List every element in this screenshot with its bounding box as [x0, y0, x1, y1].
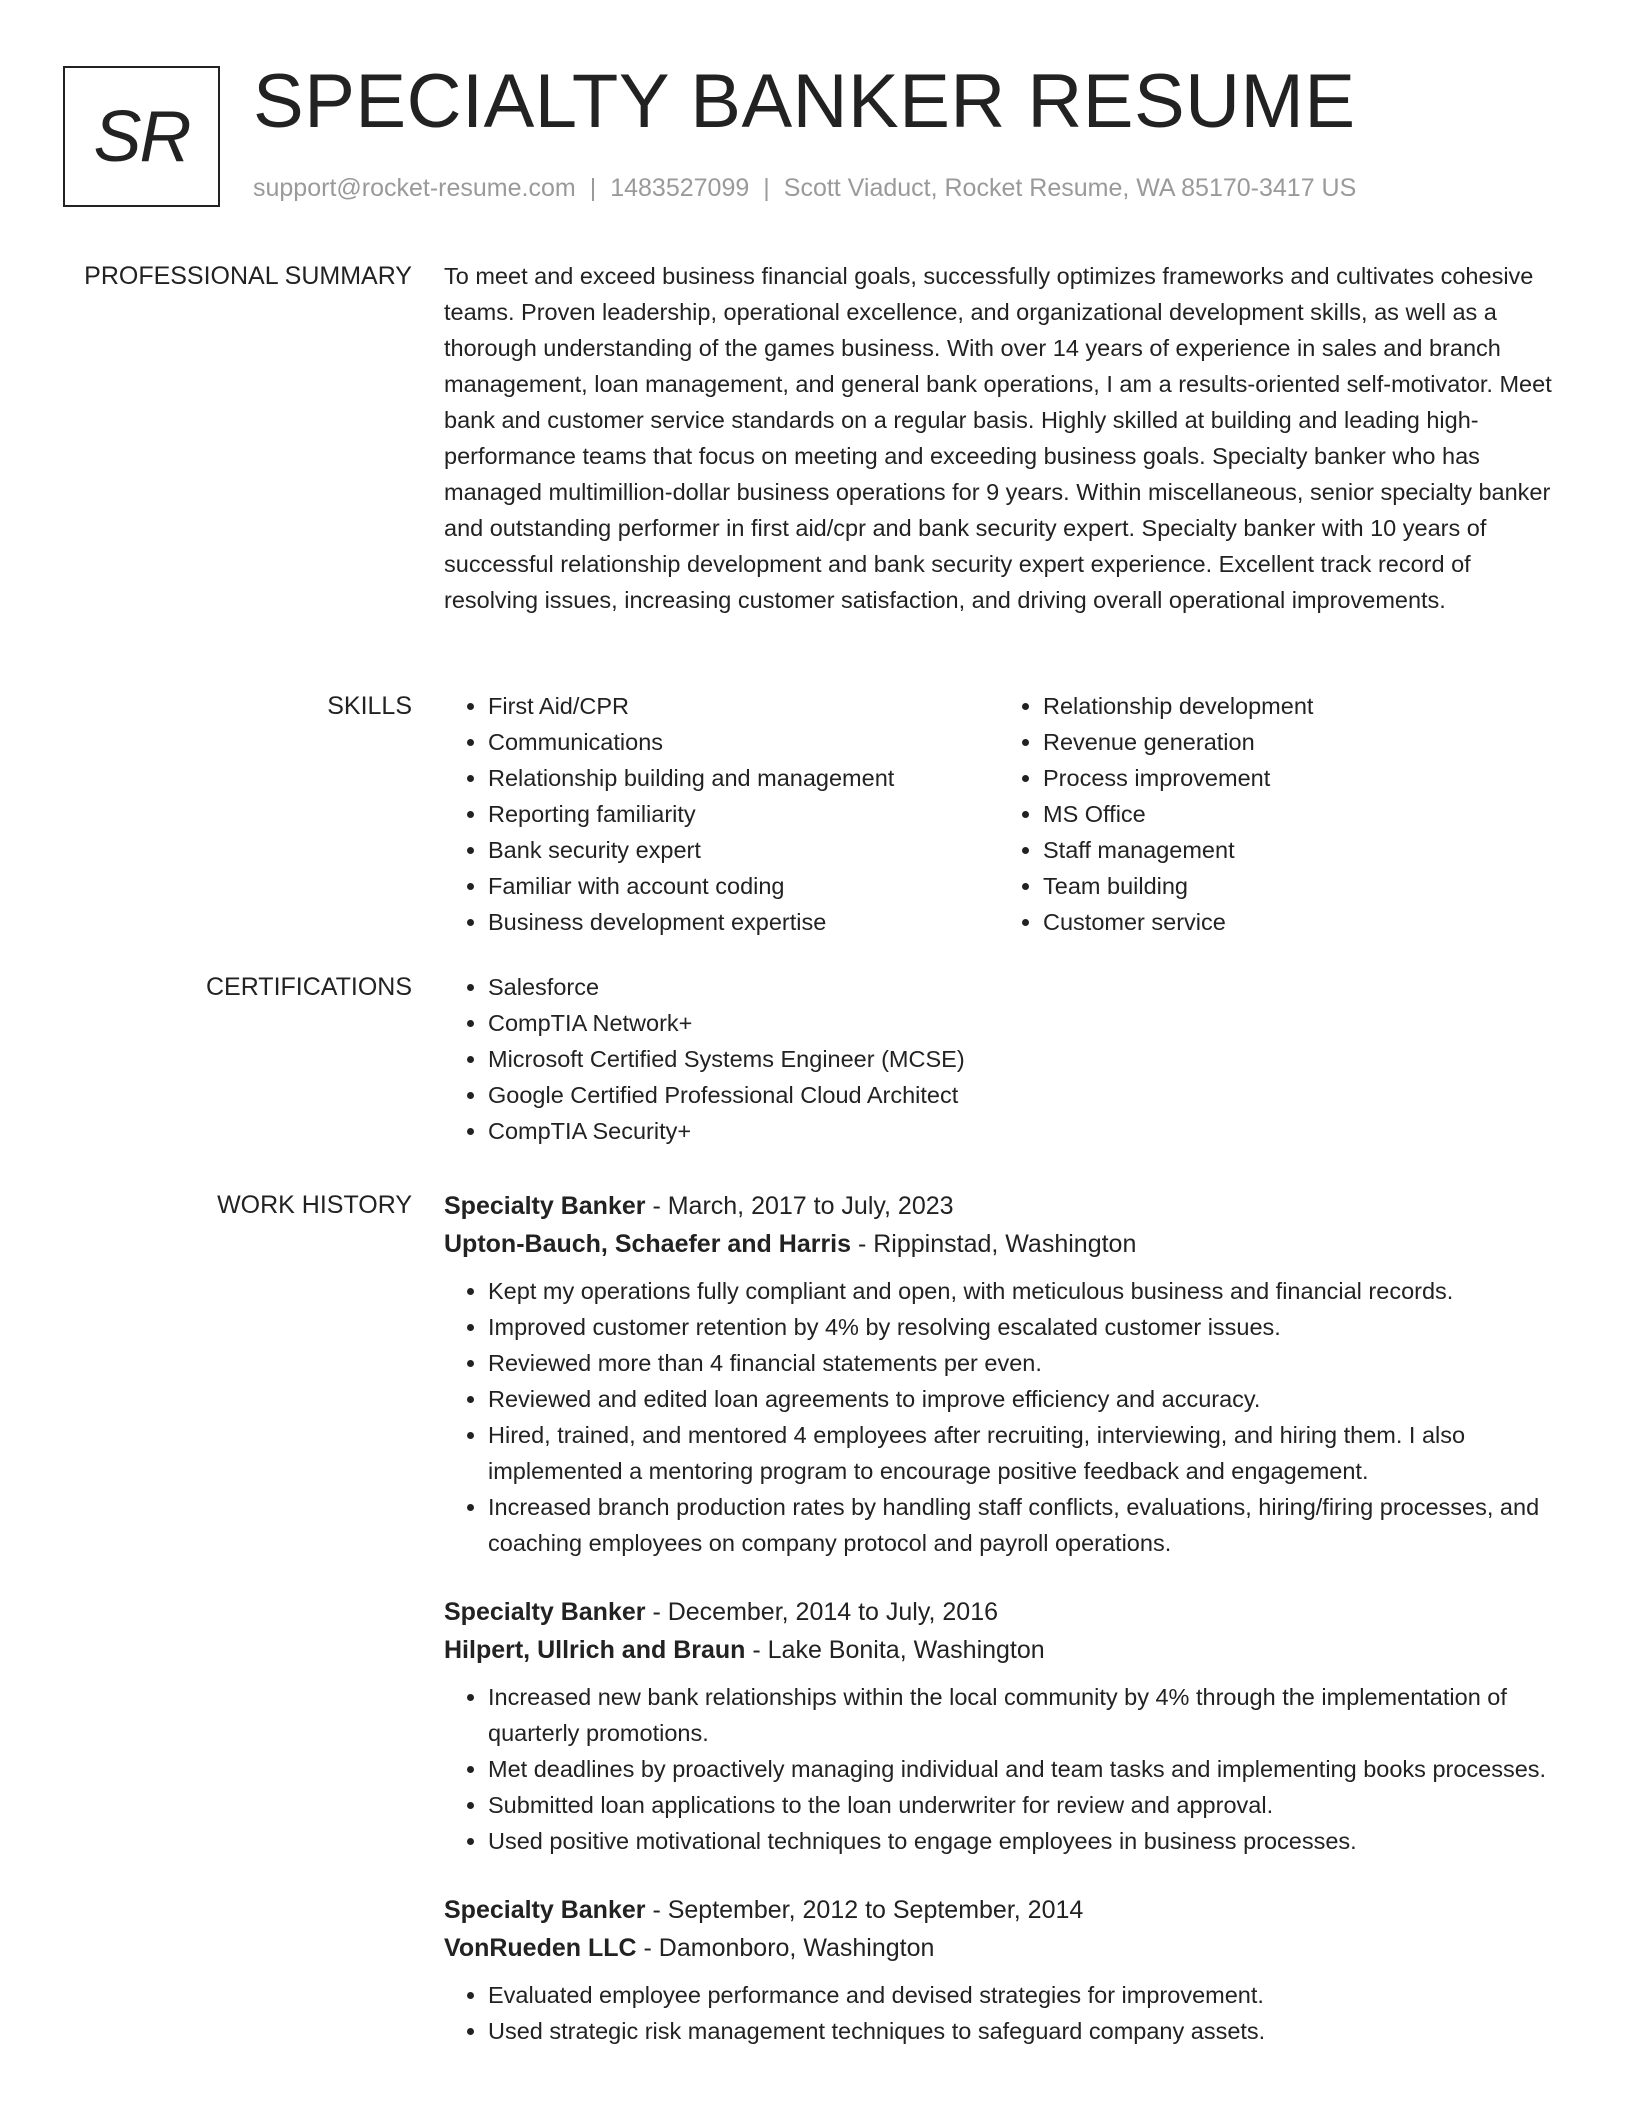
list-item: • CompTIA Network+ — [488, 1005, 1554, 1041]
skills-label: SKILLS — [327, 692, 412, 720]
job-dates: - September, 2012 to September, 2014 — [645, 1896, 1084, 1924]
job-location: - Rippinstad, Washington — [851, 1230, 1137, 1258]
job-company: Upton-Bauch, Schaefer and Harris — [444, 1230, 852, 1258]
list-item: • MS Office — [1043, 796, 1554, 832]
job-company: Hilpert, Ullrich and Braun — [444, 1636, 746, 1664]
job-title: Specialty Banker — [444, 1598, 646, 1626]
list-item: • Increased branch production rates by handling staff conflicts, evaluations, hiring/firing processes, and coaching employees on company protocol and payroll operations. — [488, 1489, 1554, 1561]
list-item: • Used strategic risk management techniques to safeguard company assets. — [488, 2013, 1554, 2049]
certifications-list — [444, 969, 1554, 1149]
list-item: • Team building — [1043, 868, 1554, 904]
contact-address: Scott Viaduct, Rocket Resume, WA 85170-3417 US — [783, 174, 1357, 202]
job-entry — [444, 1891, 1554, 2049]
list-item: • Increased new bank relationships within the local community by 4% through the implementation of quarterly promotions. — [488, 1679, 1554, 1751]
list-item: • Submitted loan applications to the loan underwriter for review and approval. — [488, 1787, 1554, 1823]
job-entry — [444, 1593, 1554, 1859]
list-item: • Familiar with account coding — [488, 868, 999, 904]
skills-list-left — [444, 688, 999, 940]
list-item: • Reporting familiarity — [488, 796, 999, 832]
list-item: • Relationship development — [1043, 688, 1554, 724]
job-bullets — [444, 1977, 1554, 2049]
list-item: • Reviewed more than 4 financial statements per even. — [488, 1345, 1554, 1381]
job-bullets — [444, 1679, 1554, 1859]
list-item: • Relationship building and management — [488, 760, 999, 796]
list-item: • Bank security expert — [488, 832, 999, 868]
job-title: Specialty Banker — [444, 1192, 646, 1220]
work-history-label: WORK HISTORY — [217, 1191, 412, 1219]
list-item: • Revenue generation — [1043, 724, 1554, 760]
list-item: • Evaluated employee performance and devised strategies for improvement. — [488, 1977, 1554, 2013]
monogram: SR — [63, 66, 220, 207]
page-title: SPECIALTY BANKER RESUME — [253, 59, 1356, 144]
job-company: VonRueden LLC — [444, 1934, 637, 1962]
list-item: • Staff management — [1043, 832, 1554, 868]
list-item: • CompTIA Security+ — [488, 1113, 1554, 1149]
job-title: Specialty Banker — [444, 1896, 646, 1924]
job-entry — [444, 1187, 1554, 1561]
list-item: • Salesforce — [488, 969, 1554, 1005]
summary-text: To meet and exceed business financial goals, successfully optimizes frameworks and cultivates cohesive teams. Proven leadership, operational excellence, and organizational development skills, as well as a thorough understanding of the games business. With over 14 years of experience in sales and branch management, loan management, and general bank operations, I am a results-oriented self-motivator. Meet bank and customer service standards on a regular basis. Highly skilled at building and leading high-performance teams that focus on meeting and exceeding business goals. Specialty banker who has managed multimillion-dollar business operations for 9 years. Within miscellaneous, senior specialty banker and outstanding performer in first aid/cpr and bank security expert. Specialty banker with 10 years of successful relationship development and bank security expert experience. Excellent track record of resolving issues, increasing customer satisfaction, and driving overall operational improvements. — [444, 263, 1552, 613]
list-item: • Process improvement — [1043, 760, 1554, 796]
summary-label: PROFESSIONAL SUMMARY — [84, 262, 412, 290]
list-item: • Microsoft Certified Systems Engineer (MCSE) — [488, 1041, 1554, 1077]
contact-phone: 1483527099 — [610, 174, 750, 202]
list-item: • First Aid/CPR — [488, 688, 999, 724]
list-item: • Business development expertise — [488, 904, 999, 940]
job-location: - Damonboro, Washington — [636, 1934, 935, 1962]
list-item: • Met deadlines by proactively managing individual and team tasks and implementing books processes. — [488, 1751, 1554, 1787]
list-item: • Used positive motivational techniques to engage employees in business processes. — [488, 1823, 1554, 1859]
job-dates: - December, 2014 to July, 2016 — [645, 1598, 999, 1626]
skills-list-right — [999, 688, 1554, 940]
list-item: • Google Certified Professional Cloud Architect — [488, 1077, 1554, 1113]
contact-email: support@rocket-resume.com — [253, 174, 576, 202]
list-item: • Reviewed and edited loan agreements to improve efficiency and accuracy. — [488, 1381, 1554, 1417]
list-item: • Customer service — [1043, 904, 1554, 940]
contact-line: support@rocket-resume.com | 1483527099 | Scott Viaduct, Rocket Resume, WA 85170-3417 US — [253, 174, 1357, 202]
job-bullets — [444, 1273, 1554, 1561]
job-dates: - March, 2017 to July, 2023 — [645, 1192, 954, 1220]
list-item: • Improved customer retention by 4% by resolving escalated customer issues. — [488, 1309, 1554, 1345]
certifications-label: CERTIFICATIONS — [205, 973, 412, 1001]
list-item: • Kept my operations fully compliant and open, with meticulous business and financial records. — [488, 1273, 1554, 1309]
list-item: • Hired, trained, and mentored 4 employees after recruiting, interviewing, and hiring them. I also implemented a mentoring program to encourage positive feedback and engagement. — [488, 1417, 1554, 1489]
list-item: • Communications — [488, 724, 999, 760]
job-location: - Lake Bonita, Washington — [745, 1636, 1045, 1664]
